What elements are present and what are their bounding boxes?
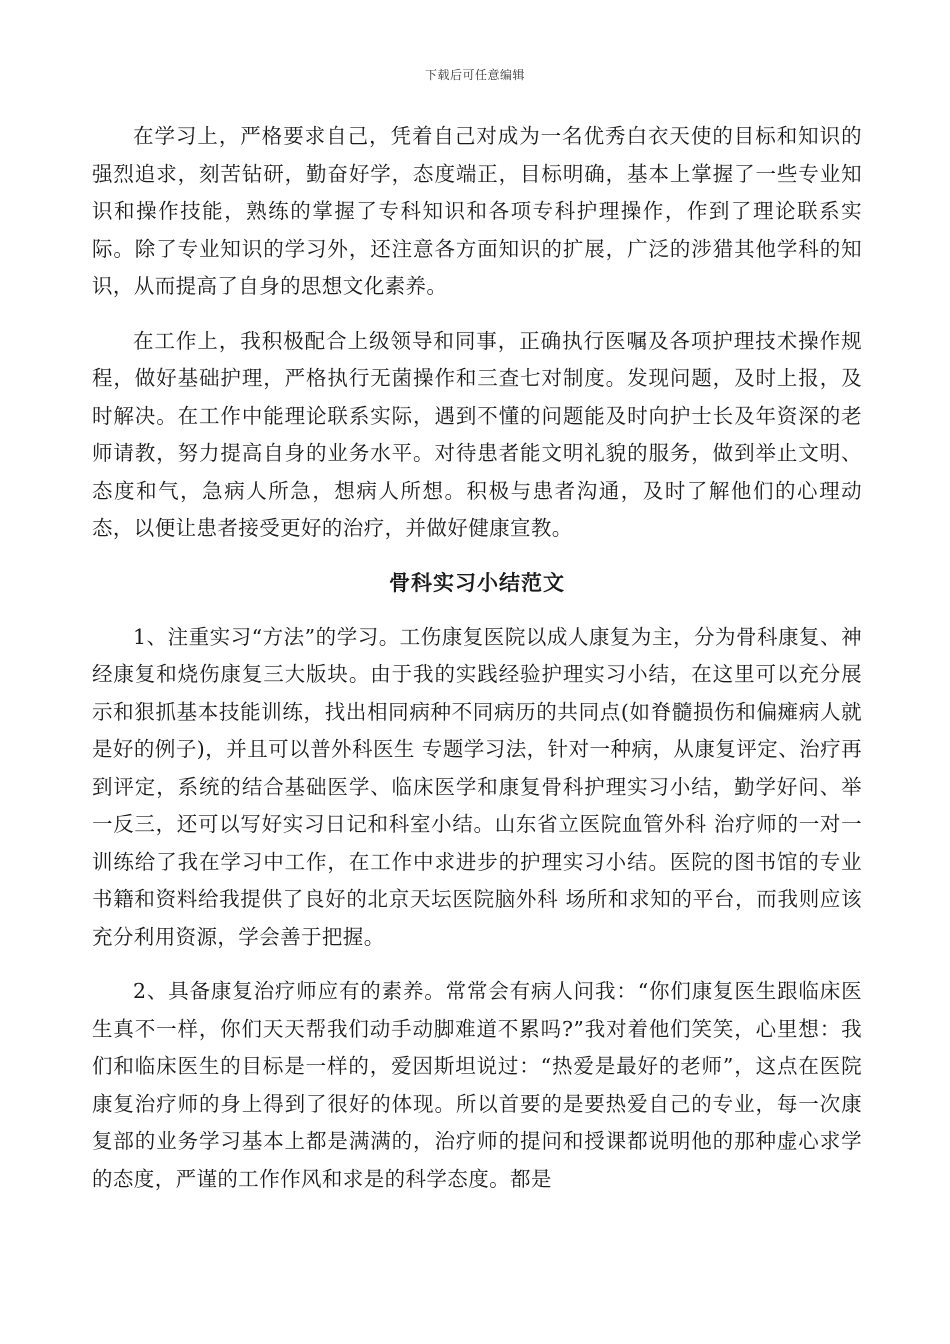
paragraph-method: 1、注重实习“方法”的学习。工伤康复医院以成人康复为主，分为骨科康复、神经康复和烧伤康复三大版块。由于我的实践经验护理实习小结，在这里可以充分展示和狠抓基本技能训练，找出相同病种不同病历的共同点(如脊髓损伤和偏瘫病人就是好的例子)，并且可以普外科医生 专题学习法，针对一种病，从康复评定、治疗再到评定，系统的结合基础医学、临床医学和康复骨科护理实习小结，勤学好问、举一反三，还可以写好实习日记和科室小结。山东省立医院血管外科 治疗师的一对一训练给了我在学习中工作，在工作中求进步的护理实习小结。医院的图书馆的专业书籍和资料给我提供了良好的北京天坛医院脑外科 场所和求知的平台，而我则应该充分利用资源，学会善于把握。	[92, 624, 862, 949]
paragraph-study: 在学习上，严格要求自己，凭着自己对成为一名优秀白衣天使的目标和知识的强烈追求，刻苦钻研，勤奋好学，态度端正，目标明确，基本上掌握了一些专业知识和操作技能，熟练的掌握了专科知识和各项专科护理操作，作到了理论联系实际。除了专业知识的学习外，还注意各方面知识的扩展，广泛的涉猎其他学科的知识，从而提高了自身的思想文化素养。	[92, 124, 862, 298]
section-heading: 骨科实习小结范文	[389, 569, 565, 595]
paragraph-work: 在工作上，我积极配合上级领导和同事，正确执行医嘱及各项护理技术操作规程，做好基础护理，严格执行无菌操作和三查七对制度。发现问题，及时上报，及时解决。在工作中能理论联系实际，遇到不懂的问题能及时向护士长及年资深的老师请教，努力提高自身的业务水平。对待患者能文明礼貌的服务，做到举止文明、态度和气，急病人所急，想病人所想。积极与患者沟通，及时了解他们的心理动态，以便让患者接受更好的治疗，并做好健康宣教。	[92, 328, 862, 540]
paragraph-qualities: 2、具备康复治疗师应有的素养。常常会有病人问我：“你们康复医生跟临床医生真不一样，你们天天帮我们动手动脚难道不累吗?”我对着他们笑笑，心里想：我们和临床医生的目标是一样的，爱因斯坦说过：“热爱是最好的老师”，这点在医院康复治疗师的身上得到了很好的体现。所以首要的是要热爱自己的专业，每一次康复部的业务学习基本上都是满满的，治疗师的提问和授课都说明他的那种虚心求学的态度，严谨的工作作风和求是的科学态度。都是	[92, 979, 862, 1191]
page-header-note: 下载后可任意编辑	[424, 68, 525, 82]
document-body	[92, 118, 862, 1215]
